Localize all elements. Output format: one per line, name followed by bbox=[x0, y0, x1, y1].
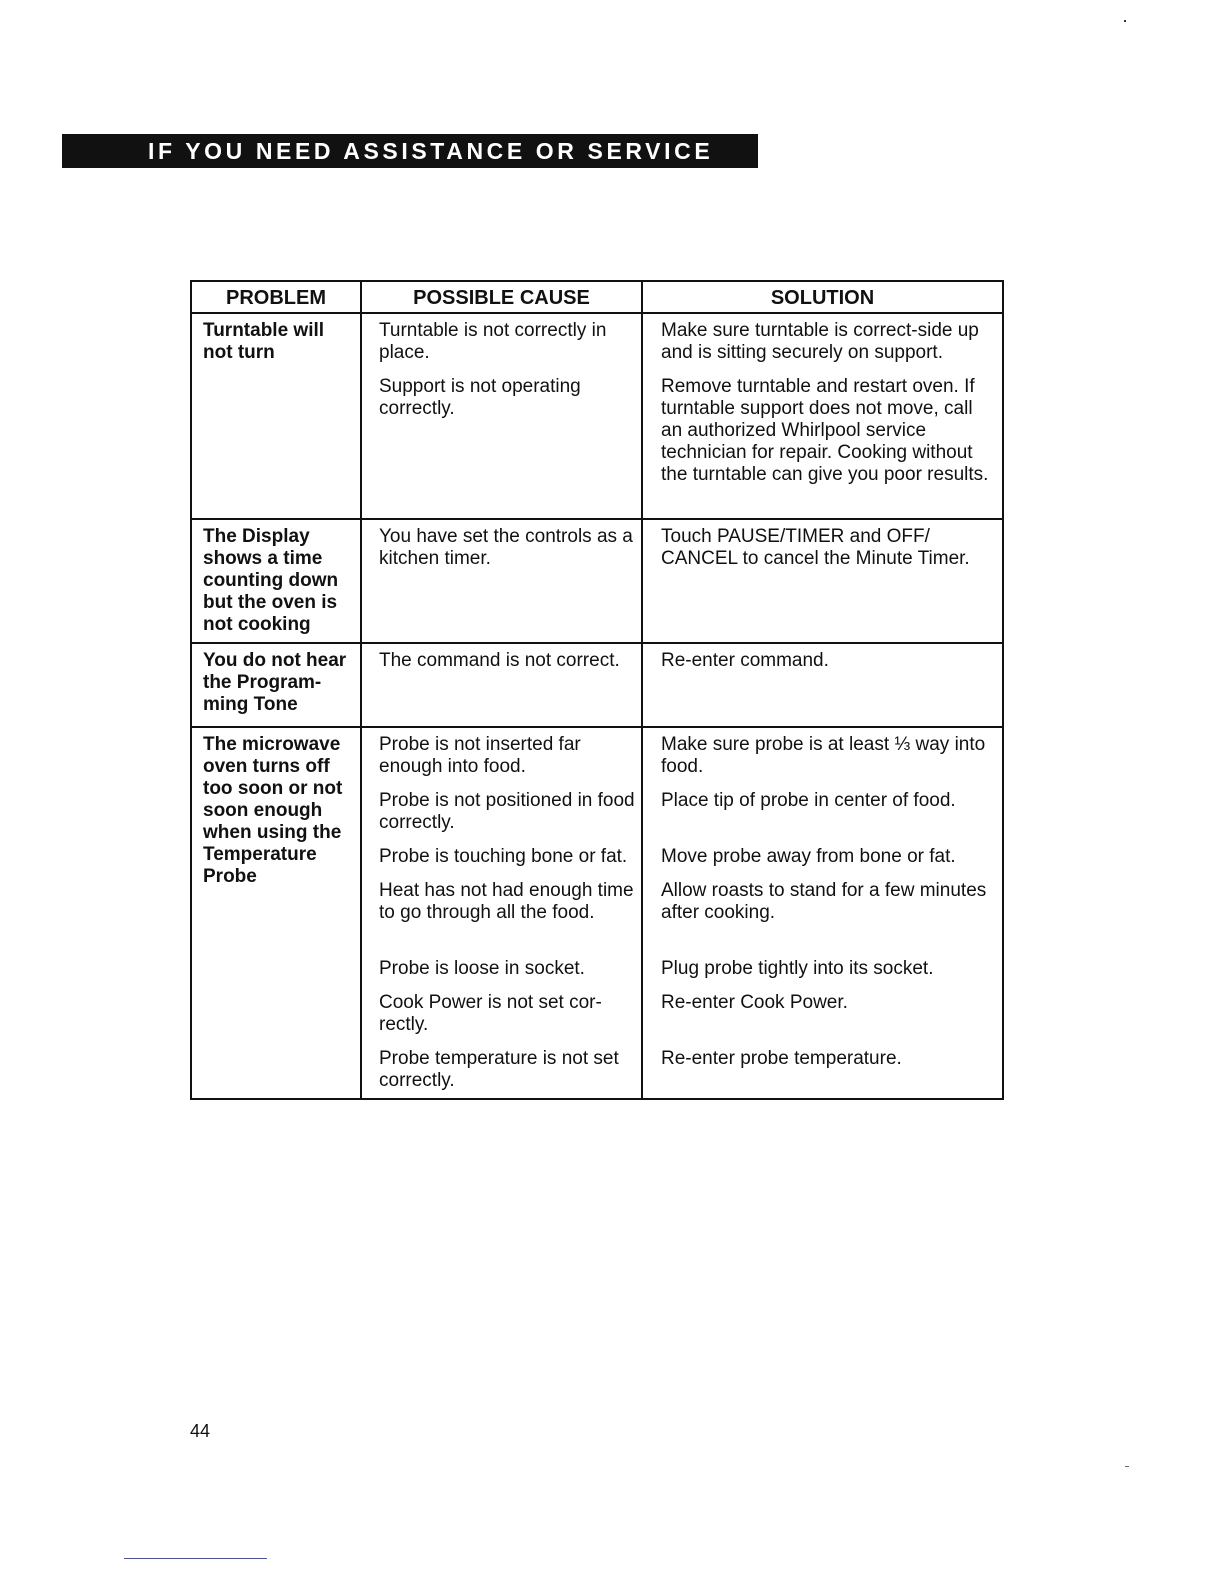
section-header bbox=[62, 134, 758, 168]
cause-cell bbox=[361, 313, 642, 519]
solution-text: Re-enter Cook Power. bbox=[661, 992, 848, 1013]
cause-text: Probe is loose in socket. bbox=[379, 958, 585, 979]
solution-text: Make sure turntable is correct-side up and is sitting securely on support. bbox=[661, 320, 979, 363]
table-row bbox=[191, 643, 1003, 727]
solution-cell bbox=[642, 519, 1003, 643]
scan-speck bbox=[1125, 1466, 1129, 1467]
solution-text: Move probe away from bone or fat. bbox=[661, 846, 956, 867]
solution-text: Re-enter probe temperature. bbox=[661, 1048, 902, 1069]
problem-cell: You do not hear the Program-ming Tone bbox=[191, 643, 361, 727]
solution-cell bbox=[642, 643, 1003, 727]
solution-text: Place tip of probe in center of food. bbox=[661, 790, 956, 811]
cause-text: Turntable is not correctly in place. bbox=[379, 320, 607, 363]
solution-text: Remove turntable and restart oven. If turntable support does not move, call an authorized Whirlpool service technician for repair. Cooking without the turntable can give you poor results. bbox=[661, 376, 989, 485]
troubleshooting-table bbox=[190, 280, 1004, 1100]
solution-text: Touch PAUSE/TIMER and OFF/ CANCEL to cancel the Minute Timer. bbox=[661, 526, 970, 569]
cause-text: Probe is not positioned in food correctly. bbox=[379, 790, 635, 833]
solution-text: Plug probe tightly into its socket. bbox=[661, 958, 934, 979]
problem-cell: The microwave oven turns off too soon or not soon enough when using the Temperature Probe bbox=[191, 727, 361, 1099]
solution-text: Re-enter command. bbox=[661, 650, 829, 671]
cause-text: Support is not operating correctly. bbox=[379, 376, 581, 419]
cause-text: You have set the controls as a kitchen timer. bbox=[379, 526, 633, 569]
table-row bbox=[191, 727, 1003, 1099]
table-row bbox=[191, 519, 1003, 643]
cause-text: The command is not correct. bbox=[379, 650, 620, 671]
solution-cell bbox=[642, 313, 1003, 519]
cause-text: Heat has not had enough time to go through all the food. bbox=[379, 880, 634, 923]
footer-rule bbox=[124, 1558, 267, 1559]
column-header-problem: PROBLEM bbox=[191, 281, 361, 313]
cause-cell bbox=[361, 727, 642, 1099]
problem-cell: The Display shows a time counting down but the oven is not cooking bbox=[191, 519, 361, 643]
cause-text: Cook Power is not set cor-rectly. bbox=[379, 992, 602, 1035]
cause-text: Probe temperature is not set correctly. bbox=[379, 1048, 619, 1091]
cause-cell bbox=[361, 643, 642, 727]
cause-text: Probe is touching bone or fat. bbox=[379, 846, 628, 867]
solution-cell bbox=[642, 727, 1003, 1099]
scan-speck bbox=[1124, 20, 1126, 22]
page-number: 44 bbox=[190, 1421, 211, 1441]
cause-text: Probe is not inserted far enough into food. bbox=[379, 734, 581, 777]
section-title: IF YOU NEED ASSISTANCE OR SERVICE bbox=[148, 138, 714, 164]
solution-text: Allow roasts to stand for a few minutes after cooking. bbox=[661, 880, 987, 923]
table-header-row bbox=[191, 281, 1003, 313]
cause-cell bbox=[361, 519, 642, 643]
solution-text: Make sure probe is at least ⅓ way into food. bbox=[661, 734, 986, 777]
table-row bbox=[191, 313, 1003, 519]
column-header-solution: SOLUTION bbox=[642, 281, 1003, 313]
problem-cell: Turntable will not turn bbox=[191, 313, 361, 519]
column-header-possible-cause: POSSIBLE CAUSE bbox=[361, 281, 642, 313]
